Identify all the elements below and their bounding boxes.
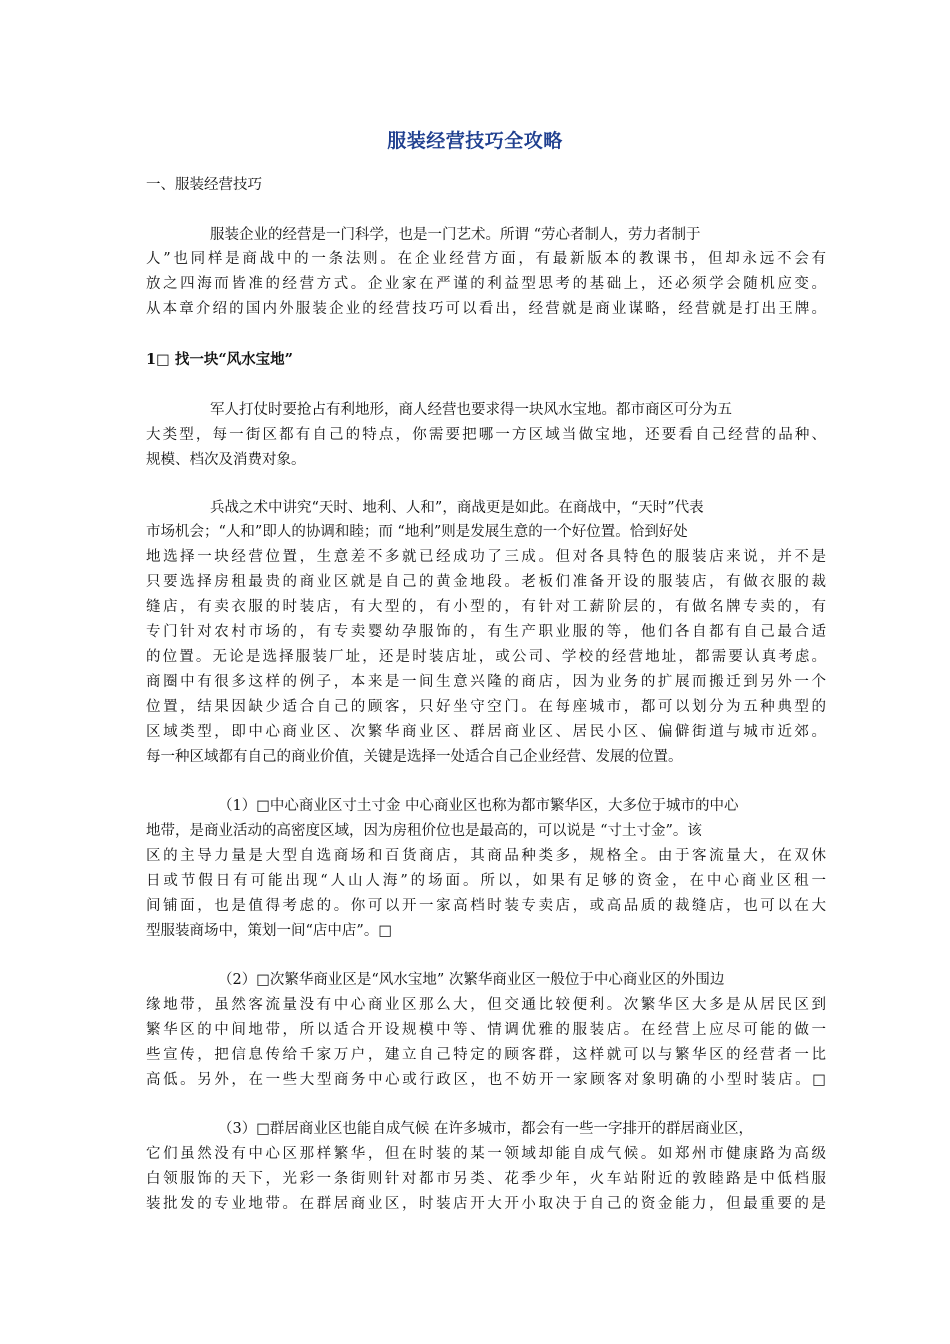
paragraph-line: 只要选择房租最贵的商业区就是自己的黄金地段。老板们准备开设的服装店，有做衣服的裁 xyxy=(146,574,826,590)
paragraph-line: 人”也同样是商战中的一条法则。在企业经营方面，有最新版本的教课书，但却永远不会有 xyxy=(146,251,826,267)
paragraph-line: 地带，是商业活动的高密度区域，因为房租价位也是最高的，可以说是 “寸土寸金”。该 xyxy=(146,823,702,839)
paragraph-line: 型服装商场中，策划一间“店中店”。□ xyxy=(146,923,393,939)
paragraph-line: 大类型，每一街区都有自己的特点，你需要把哪一方区域当做宝地，还要看自己经营的品种、 xyxy=(146,427,826,443)
paragraph-line: 它们虽然没有中心区那样繁华，但在时装的某一领域却能自成气候。如郑州市健康路为高级 xyxy=(146,1146,826,1162)
paragraph-line: 兵战之术中讲究“天时、地利、人和”，商战更是如此。在商战中，“天时”代表 xyxy=(210,500,704,516)
paragraph-line: 间铺面，也是值得考虑的。你可以开一家高档时装专卖店，或高品质的裁缝店，也可以在大 xyxy=(146,898,826,914)
paragraph-line: 繁华区的中间地带，所以适合开设规模中等、情调优雅的服装店。在经营上应尽可能的做一 xyxy=(146,1022,826,1038)
paragraph-line: 市场机会；“人和”即人的协调和睦；而 “地利”则是发展生意的一个好位置。恰到好处 xyxy=(146,524,688,540)
paragraph-line: 的位置。无论是选择服装厂址，还是时装店址，或公司、学校的经营地址，都需要认真考虑。 xyxy=(146,649,826,665)
paragraph-line: 缝店，有卖衣服的时装店，有大型的，有小型的，有针对工薪阶层的，有做名牌专卖的，有 xyxy=(146,599,826,615)
paragraph-line: 位置，结果因缺少适合自己的顾客，只好坐守空门。在每座城市，都可以划分为五种典型的 xyxy=(146,699,826,715)
paragraph-line: 缘地带，虽然客流量没有中心商业区那么大，但交通比较便利。次繁华区大多是从居民区到 xyxy=(146,997,826,1013)
paragraph-line: 地选择一块经营位置，生意差不多就已经成功了三成。但对各具特色的服装店来说，并不是 xyxy=(146,549,826,565)
paragraph-line: 服装企业的经营是一门科学，也是一门艺术。所谓 “劳心者制人，劳力者制于 xyxy=(210,227,701,243)
paragraph-line: 从本章介绍的国内外服装企业的经营技巧可以看出，经营就是商业谋略，经营就是打出王牌。 xyxy=(146,301,826,317)
paragraph-line: 商圈中有很多这样的例子，本来是一间生意兴隆的商店，因为业务的扩展而搬迁到另外一个 xyxy=(146,674,826,690)
document-title: 服装经营技巧全攻略 xyxy=(387,130,563,152)
paragraph-line: 放之四海而皆准的经营方式。企业家在严谨的利益型思考的基础上，还必须学会随机应变。 xyxy=(146,276,826,292)
paragraph-line: 每一种区域都有自己的商业价值，关键是选择一处适合自己企业经营、发展的位置。 xyxy=(146,749,683,765)
paragraph-line: 高低。另外，在一些大型商务中心或行政区，也不妨开一家顾客对象明确的小型时装店。□ xyxy=(146,1072,826,1088)
paragraph-line: 军人打仗时要抢占有利地形，商人经营也要求得一块风水宝地。都市商区可分为五 xyxy=(210,402,732,418)
paragraph-line: 些宣传，把信息传给千家万户，建立自己特定的顾客群，这样就可以与繁华区的经营者一比 xyxy=(146,1047,826,1063)
paragraph-line: 白领服饰的天下，光彩一条街则针对都市另类、花季少年，火车站附近的敦睦路是中低档服 xyxy=(146,1171,826,1187)
paragraph-line: （3）□群居商业区也能自成气候 在许多城市，都会有一些一字排开的群居商业区， xyxy=(218,1121,754,1137)
paragraph-line: 区的主导力量是大型自选商场和百货商店，其商品种类多，规格全。由于客流量大，在双休 xyxy=(146,848,826,864)
section-heading: 一、服装经营技巧 xyxy=(146,177,262,193)
paragraph-line: 专门针对农村市场的，有专卖婴幼孕服饰的，有生产职业服的等，他们各自都有自己最合适 xyxy=(146,624,826,640)
paragraph-line: 区域类型，即中心商业区、次繁华商业区、群居商业区、居民小区、偏僻街道与城市近郊。 xyxy=(146,724,826,740)
paragraph-line: 装批发的专业地带。在群居商业区，时装店开大开小取决于自己的资金能力，但最重要的是 xyxy=(146,1196,826,1212)
paragraph-line: 日或节假日有可能出现“人山人海”的场面。所以，如果有足够的资金，在中心商业区租一 xyxy=(146,873,826,889)
paragraph-line: （1）□中心商业区寸土寸金 中心商业区也称为都市繁华区，大多位于城市的中心 xyxy=(218,798,739,814)
paragraph-line: 规模、档次及消费对象。 xyxy=(146,452,306,468)
paragraph-line: （2）□次繁华商业区是“风水宝地” 次繁华商业区一般位于中心商业区的外围边 xyxy=(218,972,725,988)
subsection-title: 1□ 找一块“风水宝地” xyxy=(146,351,294,368)
